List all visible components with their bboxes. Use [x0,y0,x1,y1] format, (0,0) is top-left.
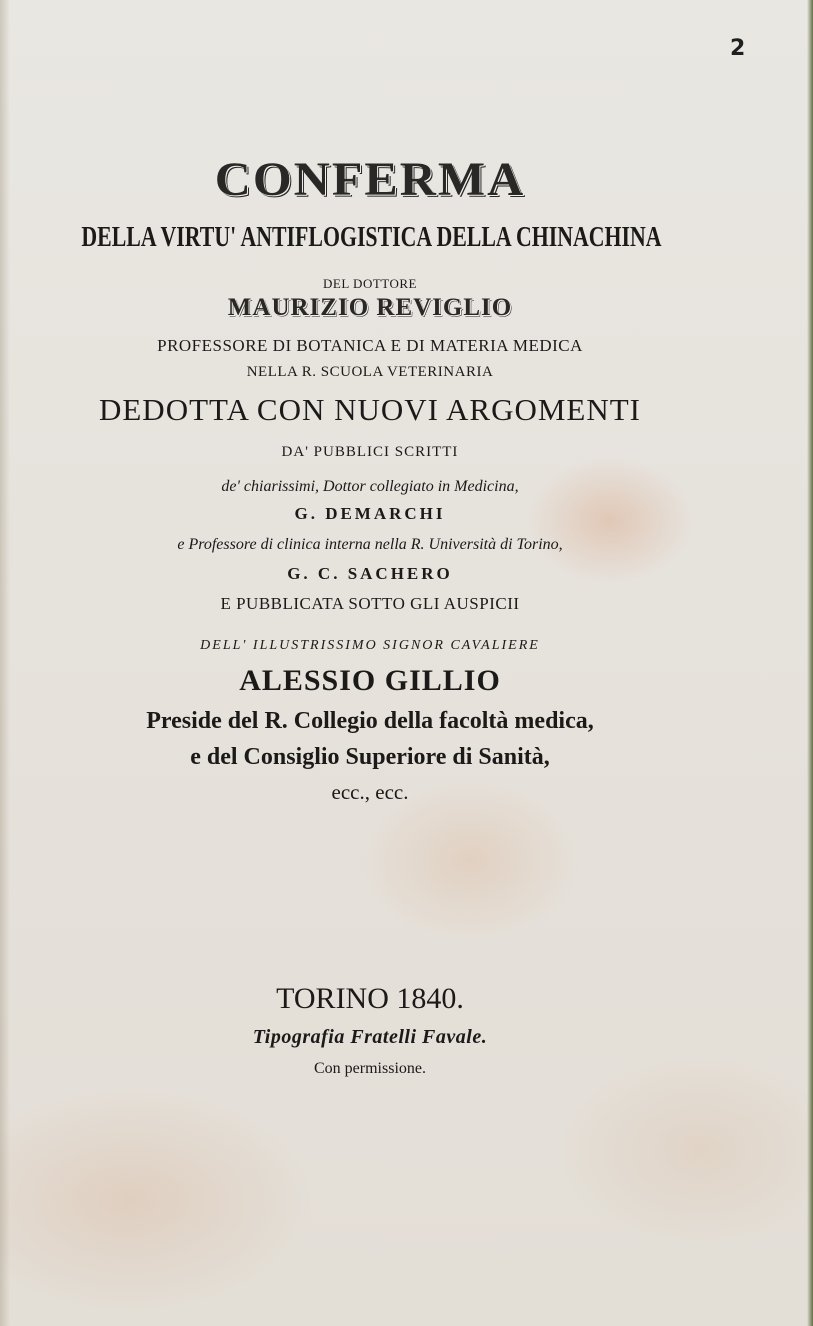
author-title-line-2: NELLA R. SCUOLA VETERINARIA [246,364,494,380]
sachero-name: G. C. SACHERO [287,564,453,583]
chiarissimi-line: de' chiarissimi, Dottor collegiato in Medicina, [221,478,519,495]
permission-line: Con permissione. [314,1060,426,1077]
demarchi-name: G. DEMARCHI [294,504,446,523]
patron-name: ALESSIO GILLIO [239,664,501,697]
ecc-line: ecc., ecc. [331,780,409,804]
page-number: 2 [730,36,746,61]
professore-clinica-line: e Professore di clinica interna nella R. Università di Torino, [177,536,563,553]
book-title: CONFERMA [214,152,526,206]
page-right-edge [807,0,813,1326]
printer-line: Tipografia Fratelli Favale. [252,1026,488,1048]
pubblici-scritti-line: DA' PUBBLICI SCRITTI [281,444,459,460]
dedotta-line: DEDOTTA CON NUOVI ARGOMENTI [98,392,641,427]
del-dottore-line: DEL DOTTORE [323,276,417,291]
book-subtitle: DELLA VIRTU' ANTIFLOGISTICA DELLA CHINACHINA [81,222,662,253]
pubblicata-line: E PUBBLICATA SOTTO GLI AUSPICII [220,594,520,613]
place-year: TORINO 1840. [276,982,464,1015]
patron-title-line-2: e del Consiglio Superiore di Sanità, [190,744,550,770]
illustrissimo-line: DELL' ILLUSTRISSIMO SIGNOR CAVALIERE [200,638,540,653]
author-name: MAURIZIO REVIGLIO [227,294,513,321]
patron-title-line-1: Preside del R. Collegio della facoltà medica, [146,708,594,734]
author-title-line-1: PROFESSORE DI BOTANICA E DI MATERIA MEDICA [157,336,583,355]
